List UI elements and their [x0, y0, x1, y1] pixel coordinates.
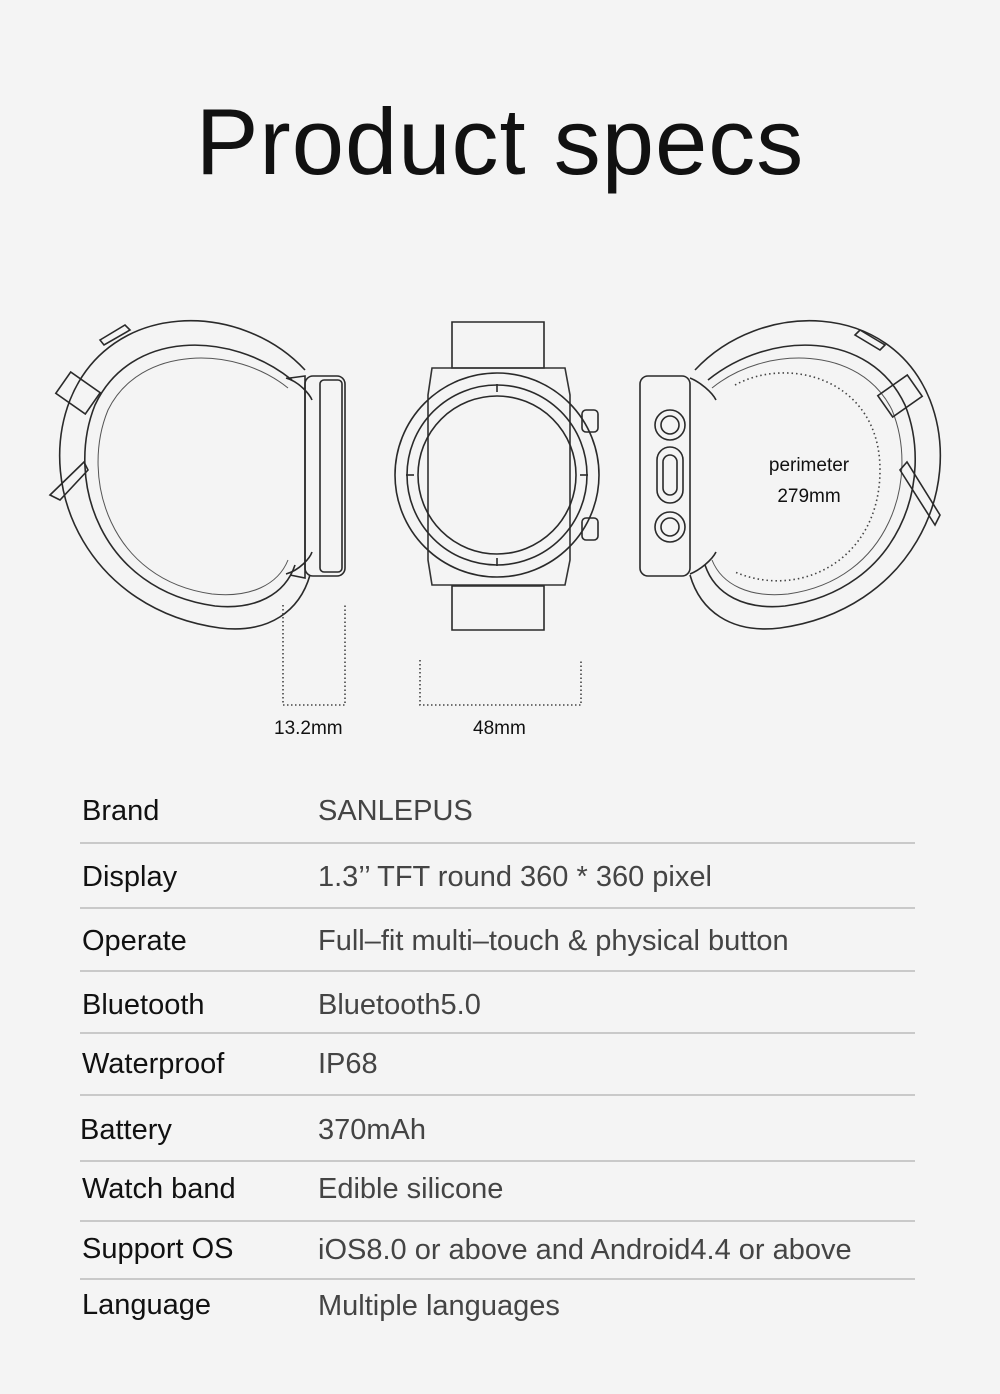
- spec-row-support-os: [80, 1222, 915, 1280]
- front-view: [395, 322, 599, 705]
- perimeter-label-text: perimeter: [768, 455, 850, 476]
- page-title: Product specs: [195, 89, 805, 194]
- spec-row-operate: [80, 909, 915, 972]
- spec-row-language: [80, 1280, 915, 1336]
- spec-value: Full–fit multi–touch & physical button: [318, 925, 789, 957]
- spec-label: Battery: [80, 1114, 172, 1146]
- perimeter-value: 279mm: [777, 486, 841, 507]
- spec-value: SANLEPUS: [318, 795, 473, 827]
- spec-table: [80, 780, 915, 1336]
- spec-value: Edible silicone: [318, 1173, 504, 1205]
- spec-row-display: [80, 844, 915, 909]
- spec-row-watch-band: [80, 1162, 915, 1222]
- spec-value: Multiple languages: [318, 1290, 560, 1322]
- spec-value: 1.3’’ TFT round 360 * 360 pixel: [318, 861, 712, 893]
- spec-label: Support OS: [82, 1233, 234, 1265]
- width-label: 48mm: [473, 718, 526, 739]
- side-view-left: [50, 321, 345, 705]
- spec-value: Bluetooth5.0: [318, 989, 481, 1021]
- thickness-label: 13.2mm: [274, 718, 343, 739]
- spec-label: Operate: [82, 925, 187, 957]
- spec-value: 370mAh: [318, 1114, 427, 1146]
- spec-label: Waterproof: [82, 1048, 225, 1080]
- spec-label: Brand: [82, 795, 160, 827]
- spec-row-waterproof: [80, 1034, 915, 1096]
- spec-label: Bluetooth: [82, 989, 205, 1021]
- spec-label: Watch band: [82, 1173, 236, 1205]
- spec-value: IP68: [318, 1048, 378, 1080]
- spec-label: Language: [82, 1289, 212, 1321]
- spec-value: iOS8.0 or above and Android4.4 or above: [318, 1234, 852, 1266]
- spec-label: Display: [82, 861, 178, 893]
- watch-illustration: [0, 300, 1000, 760]
- spec-row-brand: [80, 780, 915, 844]
- perimeter-label: [750, 450, 868, 512]
- spec-row-battery: [80, 1096, 915, 1162]
- spec-row-bluetooth: [80, 972, 915, 1034]
